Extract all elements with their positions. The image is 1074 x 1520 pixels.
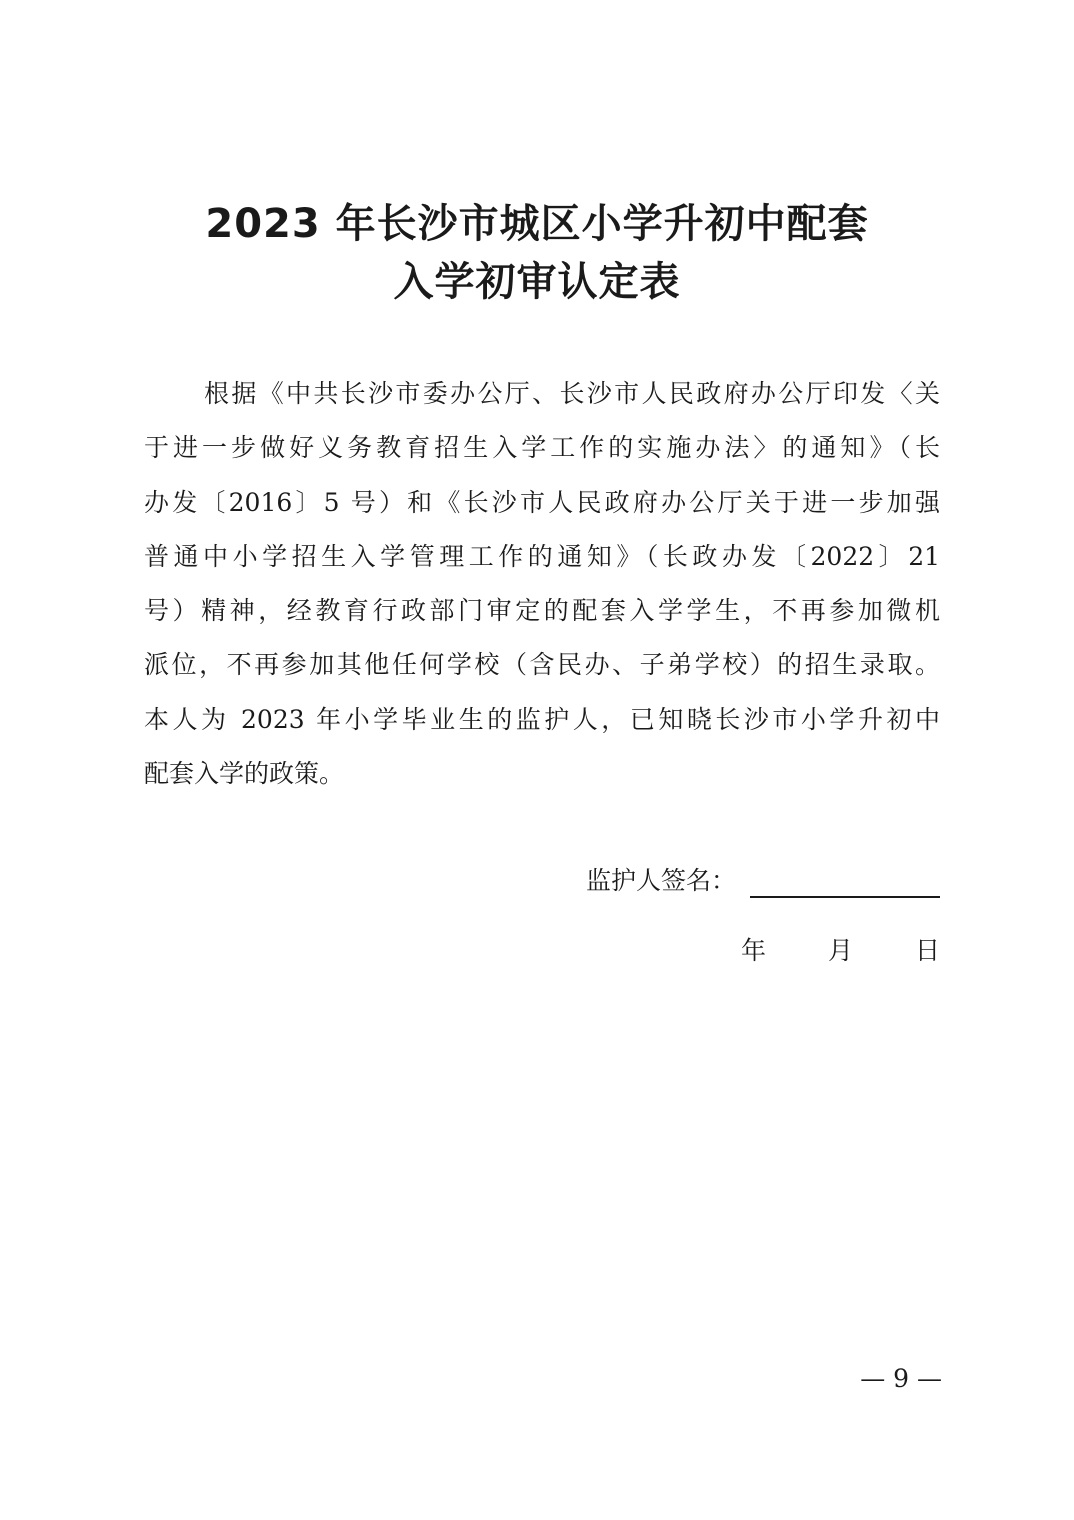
body-line: 号）精神，经教育行政部门审定的配套入学学生，不再参加微机	[144, 596, 940, 625]
body-line: 普通中小学招生入学管理工作的通知》（长政办发〔2022〕21	[144, 542, 940, 571]
guardian-signature-field[interactable]	[750, 868, 940, 898]
guardian-signature-label: 监护人签名：	[585, 866, 736, 895]
body-line: 配套入学的政策。	[144, 759, 345, 788]
page-number: — 9 —	[860, 1364, 942, 1393]
body-line: 于进一步做好义务教育招生入学工作的实施办法〉的通知》（长	[144, 433, 940, 462]
date-year-label: 年	[740, 936, 766, 965]
date-month-label: 月	[827, 936, 853, 965]
document-title-line-1: 2023 年长沙市城区小学升初中配套	[205, 201, 869, 247]
body-line: 本人为 2023 年小学毕业生的监护人，已知晓长沙市小学升初中	[144, 705, 940, 734]
date-day-label: 日	[914, 936, 940, 965]
body-line: 办发〔2016〕5 号）和《长沙市人民政府办公厅关于进一步加强	[144, 488, 940, 517]
body-line: 根据《中共长沙市委办公厅、长沙市人民政府办公厅印发〈关	[204, 379, 940, 408]
body-line: 派位，不再参加其他任何学校（含民办、子弟学校）的招生录取。	[144, 650, 940, 679]
date-row	[741, 934, 940, 968]
guardian-signature-row	[586, 864, 940, 898]
document-title-line-2: 入学初审认定表	[393, 259, 681, 305]
